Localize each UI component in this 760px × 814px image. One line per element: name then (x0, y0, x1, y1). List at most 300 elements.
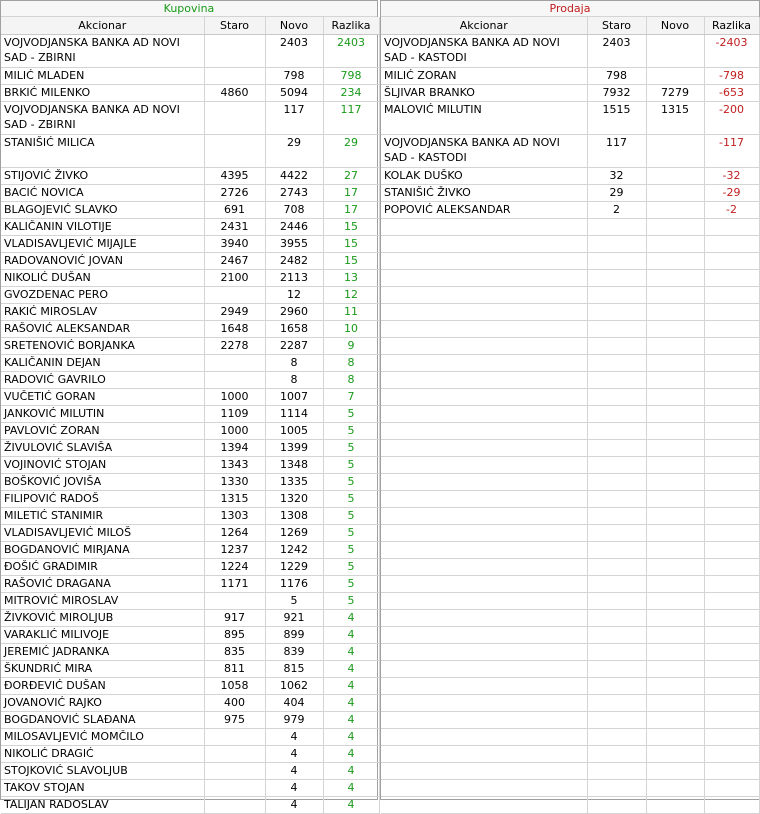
empty-cell (704, 321, 759, 338)
empty-cell (587, 576, 646, 593)
shareholder-cell: BLAGOJEVIĆ SLAVKO (1, 202, 204, 219)
buy-table-row[interactable] (1, 695, 379, 712)
difference-cell: 4 (323, 695, 379, 712)
empty-cell (587, 304, 646, 321)
empty-cell (381, 678, 587, 695)
old-cell: 1303 (204, 508, 265, 525)
new-cell: 899 (265, 627, 323, 644)
shareholder-cell: PAVLOVIĆ ZORAN (1, 423, 204, 440)
new-cell: 2743 (265, 185, 323, 202)
old-cell: 1315 (204, 491, 265, 508)
old-cell (204, 797, 265, 814)
buy-header-new[interactable]: Novo (265, 17, 323, 35)
difference-cell: 7 (323, 389, 379, 406)
buy-table-row[interactable] (1, 236, 379, 253)
empty-row (381, 406, 759, 423)
empty-cell (646, 236, 704, 253)
new-cell: 1308 (265, 508, 323, 525)
empty-cell (704, 712, 759, 729)
new-cell: 1007 (265, 389, 323, 406)
empty-cell (646, 372, 704, 389)
difference-cell: 117 (323, 102, 379, 135)
empty-row (381, 338, 759, 355)
empty-cell (646, 627, 704, 644)
buy-table-row[interactable] (1, 780, 379, 797)
empty-cell (381, 253, 587, 270)
new-cell: 798 (265, 68, 323, 85)
empty-row (381, 627, 759, 644)
empty-row (381, 576, 759, 593)
difference-cell: 4 (323, 678, 379, 695)
buy-table-row[interactable] (1, 219, 379, 236)
shareholder-cell: ĐORĐEVIĆ DUŠAN (1, 678, 204, 695)
empty-cell (646, 270, 704, 287)
new-cell: 1242 (265, 542, 323, 559)
empty-cell (704, 610, 759, 627)
old-cell (204, 135, 265, 168)
empty-cell (381, 389, 587, 406)
buy-table (1, 17, 380, 814)
buy-table-row[interactable] (1, 746, 379, 763)
shareholder-cell: RAŠOVIĆ ALEKSANDAR (1, 321, 204, 338)
empty-cell (704, 695, 759, 712)
difference-cell: 13 (323, 270, 379, 287)
empty-cell (646, 474, 704, 491)
shareholder-cell: BRKIĆ MILENKO (1, 85, 204, 102)
buy-table-row[interactable] (1, 542, 379, 559)
empty-row (381, 525, 759, 542)
difference-cell: 5 (323, 559, 379, 576)
empty-cell (381, 559, 587, 576)
buy-table-row[interactable] (1, 102, 379, 135)
buy-table-header-row (1, 17, 379, 35)
new-cell: 1399 (265, 440, 323, 457)
new-cell: 708 (265, 202, 323, 219)
difference-cell: 4 (323, 780, 379, 797)
buy-table-row[interactable] (1, 304, 379, 321)
empty-cell (704, 474, 759, 491)
empty-cell (646, 576, 704, 593)
difference-cell: 9 (323, 338, 379, 355)
buy-table-row[interactable] (1, 389, 379, 406)
empty-cell (704, 304, 759, 321)
empty-cell (381, 338, 587, 355)
empty-cell (646, 253, 704, 270)
new-cell (646, 185, 704, 202)
empty-row (381, 287, 759, 304)
sell-table-header-row (381, 17, 759, 35)
new-cell: 404 (265, 695, 323, 712)
sell-panel-title: Prodaja (381, 1, 759, 17)
empty-cell (704, 576, 759, 593)
empty-cell (704, 780, 759, 797)
old-cell (204, 729, 265, 746)
empty-cell (587, 253, 646, 270)
buy-table-row[interactable] (1, 491, 379, 508)
buy-table-row[interactable] (1, 729, 379, 746)
buy-header-shareholder[interactable]: Akcionar (1, 17, 204, 35)
empty-row (381, 797, 759, 814)
buy-table-row[interactable] (1, 423, 379, 440)
empty-cell (587, 746, 646, 763)
shareholder-cell: VUČETIĆ GORAN (1, 389, 204, 406)
difference-cell: 29 (323, 135, 379, 168)
shareholder-cell: NIKOLIĆ DRAGIĆ (1, 746, 204, 763)
shareholder-cell: STOJKOVIĆ SLAVOLJUB (1, 763, 204, 780)
empty-cell (704, 406, 759, 423)
empty-cell (587, 270, 646, 287)
difference-cell: 4 (323, 610, 379, 627)
old-cell: 1343 (204, 457, 265, 474)
difference-cell: 5 (323, 525, 379, 542)
buy-table-row[interactable] (1, 525, 379, 542)
shareholder-cell: RADOVANOVIĆ JOVAN (1, 253, 204, 270)
empty-cell (704, 253, 759, 270)
empty-cell (646, 355, 704, 372)
empty-cell (646, 321, 704, 338)
sell-header-new[interactable]: Novo (646, 17, 704, 35)
sell-table-row[interactable] (381, 68, 759, 85)
buy-table-row[interactable] (1, 457, 379, 474)
empty-cell (381, 457, 587, 474)
new-cell: 8 (265, 372, 323, 389)
old-cell: 835 (204, 644, 265, 661)
empty-cell (704, 440, 759, 457)
buy-header-old[interactable]: Staro (204, 17, 265, 35)
empty-cell (587, 780, 646, 797)
difference-cell: -653 (704, 85, 759, 102)
empty-cell (381, 695, 587, 712)
shareholder-cell: NIKOLIĆ DUŠAN (1, 270, 204, 287)
buy-table-row[interactable] (1, 202, 379, 219)
shareholder-cell: ĐOŠIĆ GRADIMIR (1, 559, 204, 576)
new-cell: 1335 (265, 474, 323, 491)
buy-table-row[interactable] (1, 35, 379, 68)
empty-cell (704, 423, 759, 440)
new-cell: 3955 (265, 236, 323, 253)
empty-cell (704, 763, 759, 780)
sell-table-row[interactable] (381, 85, 759, 102)
empty-cell (381, 661, 587, 678)
difference-cell: 5 (323, 593, 379, 610)
new-cell: 4 (265, 729, 323, 746)
empty-cell (646, 457, 704, 474)
difference-cell: 4 (323, 797, 379, 814)
shareholder-cell: KALIČANIN VILOTIJE (1, 219, 204, 236)
empty-cell (587, 797, 646, 814)
empty-cell (704, 627, 759, 644)
empty-row (381, 355, 759, 372)
empty-cell (381, 423, 587, 440)
empty-cell (381, 406, 587, 423)
empty-cell (587, 389, 646, 406)
new-cell: 1005 (265, 423, 323, 440)
difference-cell: 15 (323, 236, 379, 253)
difference-cell: 4 (323, 712, 379, 729)
sell-table-row[interactable] (381, 135, 759, 168)
old-cell (204, 746, 265, 763)
new-cell: 979 (265, 712, 323, 729)
buy-table-row[interactable] (1, 644, 379, 661)
sell-header-old[interactable]: Staro (587, 17, 646, 35)
empty-cell (704, 661, 759, 678)
empty-cell (381, 797, 587, 814)
buy-panel (0, 0, 378, 811)
empty-cell (704, 797, 759, 814)
difference-cell: 10 (323, 321, 379, 338)
buy-table-row[interactable] (1, 406, 379, 423)
old-cell: 798 (587, 68, 646, 85)
old-cell (204, 763, 265, 780)
difference-cell: -2403 (704, 35, 759, 68)
empty-row (381, 610, 759, 627)
buy-table-row[interactable] (1, 627, 379, 644)
empty-row (381, 389, 759, 406)
empty-row (381, 304, 759, 321)
shareholder-cell: RAŠOVIĆ DRAGANA (1, 576, 204, 593)
sell-table-row[interactable] (381, 202, 759, 219)
empty-cell (704, 372, 759, 389)
empty-row (381, 559, 759, 576)
empty-cell (381, 321, 587, 338)
old-cell: 32 (587, 168, 646, 185)
buy-table-row[interactable] (1, 559, 379, 576)
empty-cell (587, 559, 646, 576)
empty-cell (381, 491, 587, 508)
empty-cell (704, 542, 759, 559)
empty-cell (704, 508, 759, 525)
empty-cell (646, 304, 704, 321)
new-cell: 8 (265, 355, 323, 372)
buy-table-row[interactable] (1, 508, 379, 525)
empty-cell (381, 440, 587, 457)
shareholder-cell: VOJINOVIĆ STOJAN (1, 457, 204, 474)
difference-cell: 4 (323, 746, 379, 763)
new-cell: 2287 (265, 338, 323, 355)
buy-table-row[interactable] (1, 338, 379, 355)
buy-table-row[interactable] (1, 661, 379, 678)
empty-cell (646, 695, 704, 712)
shareholder-cell: VLADISAVLJEVIĆ MIJAJLE (1, 236, 204, 253)
empty-cell (646, 678, 704, 695)
empty-row (381, 491, 759, 508)
shareholder-cell: JANKOVIĆ MILUTIN (1, 406, 204, 423)
buy-table-row[interactable] (1, 763, 379, 780)
empty-row (381, 729, 759, 746)
new-cell: 1176 (265, 576, 323, 593)
empty-cell (381, 372, 587, 389)
difference-cell: -32 (704, 168, 759, 185)
buy-table-row[interactable] (1, 355, 379, 372)
empty-row (381, 712, 759, 729)
empty-cell (704, 559, 759, 576)
shareholder-cell: STANIŠIĆ ŽIVKO (381, 185, 587, 202)
new-cell: 2446 (265, 219, 323, 236)
empty-cell (381, 270, 587, 287)
difference-cell: -2 (704, 202, 759, 219)
shareholder-cell: ŠLJIVAR BRANKO (381, 85, 587, 102)
new-cell: 117 (265, 102, 323, 135)
empty-cell (704, 219, 759, 236)
buy-table-row[interactable] (1, 593, 379, 610)
empty-cell (646, 746, 704, 763)
buy-table-row[interactable] (1, 712, 379, 729)
shareholder-cell: KOLAK DUŠKO (381, 168, 587, 185)
empty-cell (646, 559, 704, 576)
new-cell: 5 (265, 593, 323, 610)
old-cell: 117 (587, 135, 646, 168)
old-cell: 2431 (204, 219, 265, 236)
empty-cell (704, 338, 759, 355)
shareholder-cell: MILIĆ ZORAN (381, 68, 587, 85)
difference-cell: 5 (323, 542, 379, 559)
sell-table-row[interactable] (381, 35, 759, 68)
new-cell: 5094 (265, 85, 323, 102)
difference-cell: 5 (323, 508, 379, 525)
empty-cell (587, 440, 646, 457)
empty-row (381, 253, 759, 270)
empty-cell (587, 219, 646, 236)
empty-cell (646, 389, 704, 406)
empty-cell (381, 525, 587, 542)
empty-cell (381, 355, 587, 372)
buy-table-row[interactable] (1, 576, 379, 593)
old-cell (204, 68, 265, 85)
new-cell: 4 (265, 746, 323, 763)
empty-cell (646, 423, 704, 440)
shareholder-cell: BOGDANOVIĆ SLAĐANA (1, 712, 204, 729)
shareholder-cell: JOVANOVIĆ RAJKO (1, 695, 204, 712)
new-cell: 1348 (265, 457, 323, 474)
buy-table-row[interactable] (1, 440, 379, 457)
buy-table-row[interactable] (1, 321, 379, 338)
empty-cell (587, 508, 646, 525)
empty-cell (704, 287, 759, 304)
difference-cell: 11 (323, 304, 379, 321)
sell-table-row[interactable] (381, 185, 759, 202)
buy-table-row[interactable] (1, 678, 379, 695)
empty-cell (381, 219, 587, 236)
empty-cell (704, 644, 759, 661)
buy-table-row[interactable] (1, 797, 379, 814)
old-cell: 1237 (204, 542, 265, 559)
old-cell: 1330 (204, 474, 265, 491)
empty-row (381, 423, 759, 440)
old-cell: 29 (587, 185, 646, 202)
empty-cell (646, 780, 704, 797)
old-cell: 2100 (204, 270, 265, 287)
old-cell: 2949 (204, 304, 265, 321)
buy-table-row[interactable] (1, 287, 379, 304)
shareholder-cell: TAKOV STOJAN (1, 780, 204, 797)
empty-cell (587, 236, 646, 253)
buy-table-row[interactable] (1, 474, 379, 491)
new-cell: 4 (265, 797, 323, 814)
buy-table-row[interactable] (1, 270, 379, 287)
buy-header-difference[interactable]: Razlika (323, 17, 379, 35)
empty-row (381, 695, 759, 712)
empty-cell (587, 321, 646, 338)
new-cell: 1320 (265, 491, 323, 508)
difference-cell: 17 (323, 185, 379, 202)
empty-row (381, 440, 759, 457)
buy-table-row[interactable] (1, 168, 379, 185)
difference-cell: 4 (323, 763, 379, 780)
shareholder-cell: TALIJAN RADOSLAV (1, 797, 204, 814)
old-cell (204, 35, 265, 68)
empty-cell (587, 287, 646, 304)
sell-table-row[interactable] (381, 102, 759, 135)
buy-table-row[interactable] (1, 253, 379, 270)
sell-header-shareholder[interactable]: Akcionar (381, 17, 587, 35)
buy-table-row[interactable] (1, 610, 379, 627)
empty-cell (587, 525, 646, 542)
old-cell: 1171 (204, 576, 265, 593)
empty-cell (381, 627, 587, 644)
old-cell: 400 (204, 695, 265, 712)
empty-cell (587, 644, 646, 661)
difference-cell: 15 (323, 253, 379, 270)
empty-cell (646, 542, 704, 559)
old-cell: 691 (204, 202, 265, 219)
difference-cell: -29 (704, 185, 759, 202)
old-cell: 975 (204, 712, 265, 729)
empty-cell (646, 491, 704, 508)
difference-cell: -117 (704, 135, 759, 168)
difference-cell: 5 (323, 474, 379, 491)
empty-cell (646, 287, 704, 304)
difference-cell: 5 (323, 491, 379, 508)
difference-cell: 5 (323, 457, 379, 474)
new-cell: 2960 (265, 304, 323, 321)
old-cell: 811 (204, 661, 265, 678)
buy-table-row[interactable] (1, 68, 379, 85)
buy-table-row[interactable] (1, 372, 379, 389)
empty-cell (381, 576, 587, 593)
buy-table-row[interactable] (1, 185, 379, 202)
empty-cell (704, 678, 759, 695)
shareholder-cell: KALIČANIN DEJAN (1, 355, 204, 372)
new-cell: 4 (265, 780, 323, 797)
shareholder-cell: VLADISAVLJEVIĆ MILOŠ (1, 525, 204, 542)
sell-header-difference[interactable]: Razlika (704, 17, 759, 35)
buy-table-row[interactable] (1, 135, 379, 168)
empty-cell (646, 440, 704, 457)
difference-cell: 8 (323, 372, 379, 389)
empty-cell (381, 287, 587, 304)
difference-cell: -200 (704, 102, 759, 135)
empty-cell (704, 270, 759, 287)
shareholder-cell: STANIŠIĆ MILICA (1, 135, 204, 168)
empty-cell (587, 678, 646, 695)
new-cell: 1062 (265, 678, 323, 695)
old-cell (204, 780, 265, 797)
empty-cell (381, 712, 587, 729)
shareholder-cell: JEREMIĆ JADRANKA (1, 644, 204, 661)
new-cell: 1658 (265, 321, 323, 338)
difference-cell: 12 (323, 287, 379, 304)
difference-cell: -798 (704, 68, 759, 85)
empty-row (381, 542, 759, 559)
old-cell: 2403 (587, 35, 646, 68)
shareholder-cell: RADOVIĆ GAVRILO (1, 372, 204, 389)
buy-table-row[interactable] (1, 85, 379, 102)
shareholder-cell: VOJVODJANSKA BANKA AD NOVI SAD - KASTODI (381, 35, 587, 68)
sell-table-row[interactable] (381, 168, 759, 185)
shareholder-cell: MILETIĆ STANIMIR (1, 508, 204, 525)
empty-cell (587, 491, 646, 508)
empty-cell (646, 661, 704, 678)
